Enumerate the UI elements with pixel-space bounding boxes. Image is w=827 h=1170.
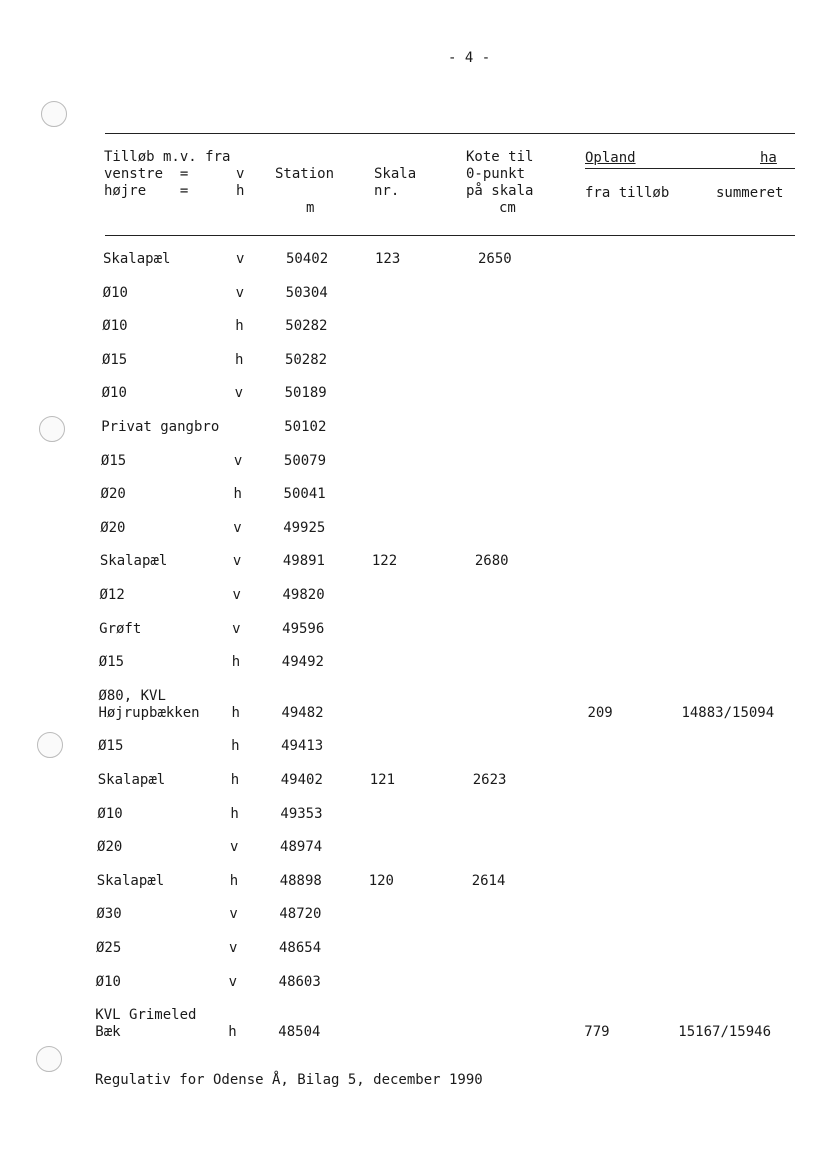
row-kote: 2680	[474, 553, 509, 570]
page-number: - 4 -	[448, 50, 491, 66]
row-name: Skalapæl	[103, 251, 171, 267]
row-side: v	[233, 519, 242, 536]
footer-text: Regulativ for Odense Å, Bilag 5, december 1990	[95, 1072, 483, 1088]
row-station: 50079	[283, 452, 327, 469]
row-side: h	[230, 772, 240, 788]
header-kote-line4: cm	[499, 200, 516, 216]
row-name: Ø10	[102, 284, 128, 301]
header-bottom-rule	[105, 235, 795, 236]
row-skala: 121	[369, 772, 396, 788]
row-side: h	[231, 738, 240, 755]
header-top-rule	[105, 133, 795, 134]
header-summeret: summeret	[716, 185, 784, 201]
row-name: Ø10	[101, 385, 127, 402]
header-station-unit: m	[306, 200, 315, 216]
row-side: h	[233, 486, 242, 503]
row-side: h	[234, 351, 244, 368]
row-station: 49353	[280, 805, 323, 822]
row-summeret: 14883/15094	[681, 704, 775, 721]
row-side: h	[231, 704, 240, 721]
row-name: Ø15	[98, 654, 125, 671]
row-name: Skalapæl	[96, 872, 165, 889]
row-side: v	[236, 251, 245, 267]
header-h: h	[236, 183, 245, 199]
row-side: v	[235, 284, 245, 301]
header-kote-line1: Kote til	[466, 149, 534, 165]
row-name: Ø15	[100, 452, 127, 469]
header-kote-line2: 0-punkt	[466, 166, 526, 182]
row-side: h	[229, 872, 239, 889]
row-side: v	[229, 906, 238, 923]
row-name: Ø20	[97, 839, 123, 856]
row-name: Ø15	[98, 738, 124, 755]
row-name: Ø10	[102, 318, 128, 335]
row-kote: 2650	[478, 251, 512, 267]
row-skala: 122	[371, 553, 398, 570]
header-fra-tillob: fra tilløb	[585, 185, 670, 201]
row-station: 49413	[281, 738, 324, 755]
row-side: v	[230, 839, 239, 856]
row-side: h	[230, 805, 239, 822]
punch-hole	[39, 416, 65, 442]
row-name-cont: Højrupbækken	[98, 704, 200, 721]
row-station: 48603	[278, 973, 321, 990]
row-kote: 2614	[471, 872, 506, 889]
row-side: h	[228, 1024, 237, 1041]
row-station: 49402	[280, 772, 323, 788]
row-station: 48898	[279, 872, 322, 889]
row-station: 49596	[282, 620, 325, 637]
row-name: Ø10	[95, 973, 121, 990]
row-station: 50189	[284, 385, 327, 402]
row-name: Ø25	[96, 940, 122, 956]
row-side: v	[229, 940, 238, 956]
row-station: 50282	[285, 318, 328, 335]
header-opland-underline	[585, 168, 795, 169]
row-skala: 123	[375, 251, 401, 267]
row-side: v	[232, 620, 241, 637]
row-station: 48654	[279, 940, 322, 956]
row-name: KVL Grimeled	[95, 1007, 197, 1024]
header-kote-line3: på skala	[466, 183, 534, 199]
punch-hole	[36, 1046, 62, 1072]
row-station: 50282	[284, 351, 328, 368]
row-station: 50102	[284, 419, 327, 435]
header-opland-unit: ha	[760, 150, 777, 166]
row-summeret: 15167/15946	[678, 1024, 772, 1041]
row-name: Ø80, KVL	[98, 687, 166, 704]
header-skala-line1: Skala	[374, 166, 417, 182]
row-name: Skalapæl	[97, 772, 166, 788]
row-name: Privat gangbro	[101, 419, 220, 435]
row-name: Ø10	[97, 805, 123, 822]
row-station: 50041	[283, 486, 326, 503]
row-side: v	[234, 385, 244, 402]
header-col1-line3: højre =	[104, 183, 189, 199]
row-name: Grøft	[99, 620, 142, 637]
row-name: Skalapæl	[99, 553, 168, 570]
row-name: Ø12	[99, 587, 125, 603]
row-station: 50304	[285, 284, 328, 301]
row-station: 50402	[286, 251, 329, 267]
row-station: 49925	[283, 519, 326, 536]
row-station: 48504	[278, 1024, 321, 1041]
row-side: v	[232, 587, 241, 603]
row-side: v	[233, 452, 243, 469]
header-opland: Opland	[585, 150, 636, 166]
row-fra-tillob: 779	[584, 1024, 610, 1041]
row-name: Ø15	[101, 351, 128, 368]
row-station: 48720	[279, 906, 322, 923]
header-col1-line1: Tilløb m.v. fra	[104, 149, 231, 165]
row-name-cont: Bæk	[95, 1024, 121, 1041]
row-name: Ø20	[100, 519, 126, 536]
row-name: Ø30	[96, 906, 122, 923]
punch-hole	[37, 732, 63, 758]
header-v: v	[236, 166, 245, 182]
row-fra-tillob: 209	[587, 704, 613, 721]
row-station: 49820	[282, 587, 325, 603]
row-side: h	[235, 318, 244, 335]
header-col1-line2: venstre =	[104, 166, 189, 182]
row-station: 48974	[280, 839, 323, 856]
row-kote: 2623	[472, 772, 507, 788]
row-station: 49482	[281, 704, 324, 721]
header-skala-line2: nr.	[374, 183, 400, 199]
row-side: v	[228, 973, 238, 990]
row-name: Ø20	[100, 486, 126, 503]
row-side: v	[232, 553, 242, 570]
row-skala: 120	[368, 872, 394, 889]
punch-hole	[41, 101, 67, 127]
header-station: Station	[275, 166, 335, 182]
row-side: h	[231, 654, 241, 671]
row-station: 49492	[281, 654, 324, 671]
row-station: 49891	[282, 553, 325, 570]
